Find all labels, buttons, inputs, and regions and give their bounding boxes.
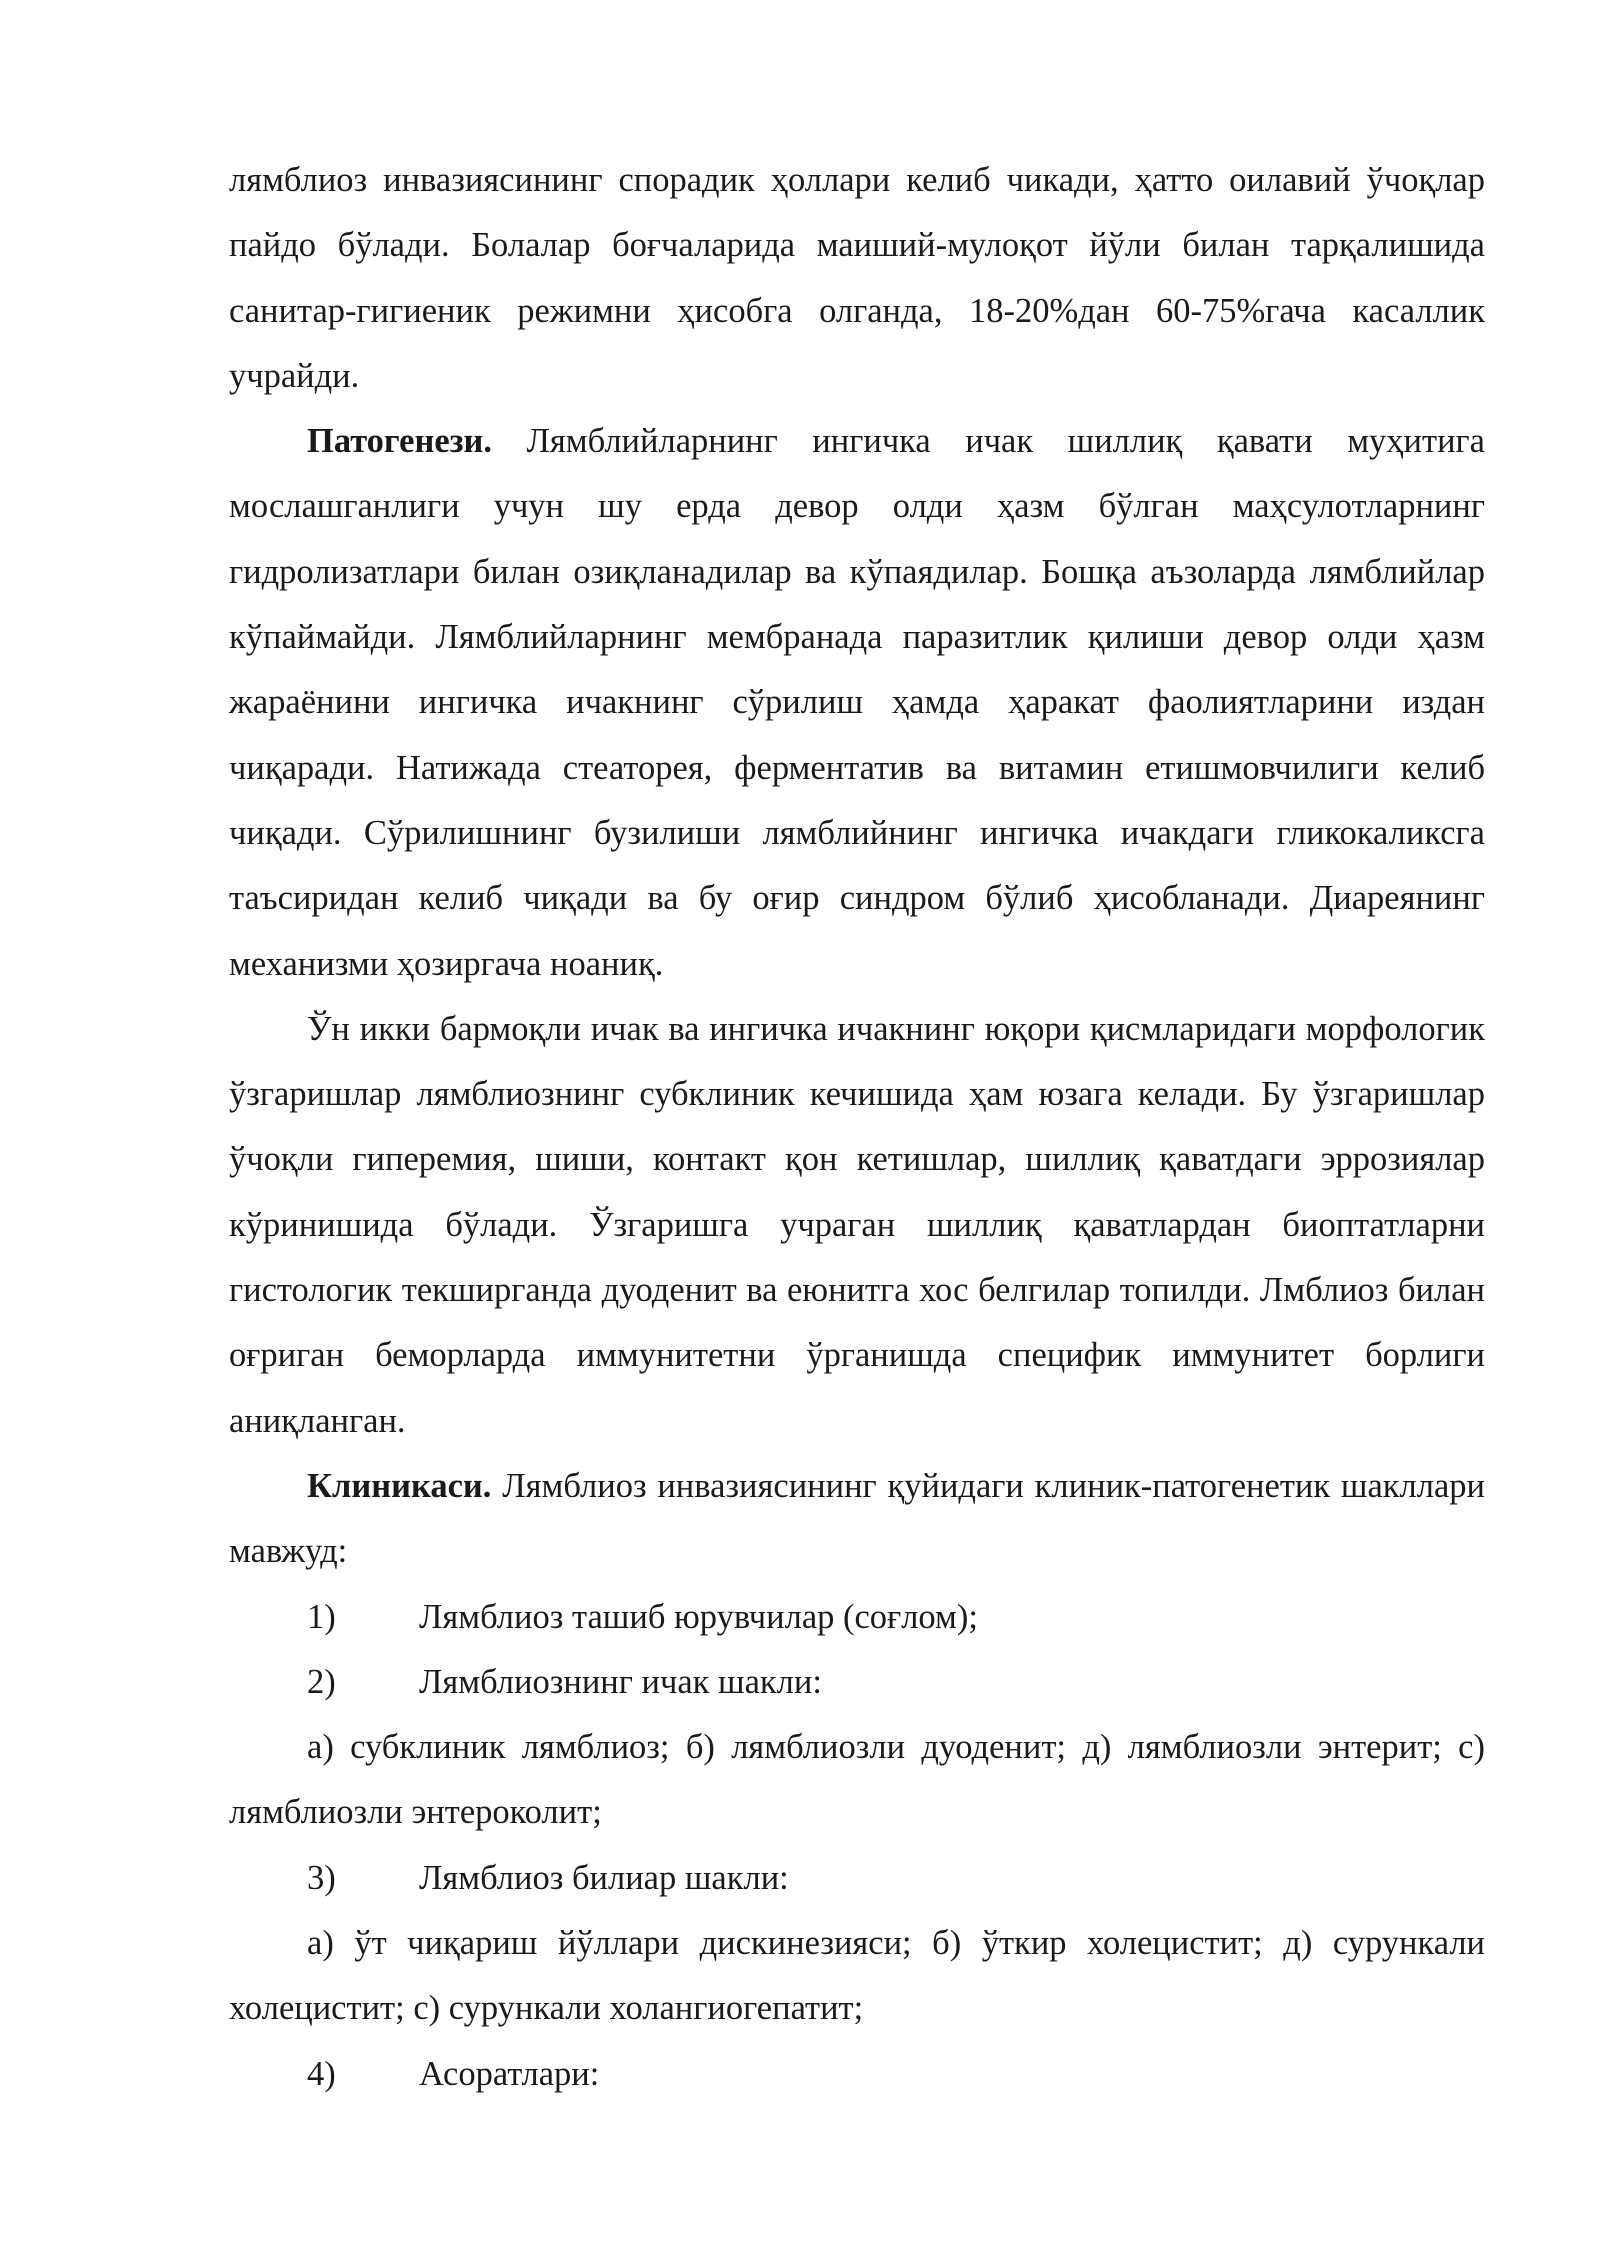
paragraph-epidemiology: лямблиоз инвазиясининг спорадик ҳоллари келиб чикади, ҳатто оилавий ўчоқлар пайдо бўлади. Болалар боғчаларида маиший-мулоқот йўли билан тарқалишида санитар-гигиеник режимни ҳисобга олганда, 18-20%дан 60-75%гача касаллик учрайди. [229,161,1485,395]
paragraph-clinical [229,1454,1485,1585]
paragraph-pathogenesis-text: Лямблийларнинг ингичка ичак шиллиқ қавати муҳитига мослашганлиги учун шу ерда девор олди ҳазм бўлган маҳсулотларнинг гидролизатлари билан озиқланадилар ва кўпаядилар. Бошқа аъзоларда лямблийлар кўпаймайди. Лямблийларнинг мембранада паразитлик қилиши девор олди ҳазм жараёнини ингичка ичакнинг сўрилиш ҳамда ҳаракат фаолиятларини издан чиқаради. Натижада стеаторея, ферментатив ва витамин етишмовчилиги келиб чиқади. Сўрилишнинг бузилиши лямблийнинг ингичка ичакдаги гликокаликсга таъсиридан келиб чиқади ва бу оғир синдром бўлиб ҳисобланади. Диареянинг механизми ҳозиргача ноаниқ. [229,422,1485,983]
paragraph-clinical-text: Лямблиоз инвазиясининг қуйидаги клиник-патогенетик шакллари мавжуд: [229,1466,1485,1571]
list-item-text: Асоратлари: [419,2054,600,2093]
list-item-number: 1) [307,1597,336,1636]
list-item-text: Лямблиоз ташиб юрувчилар (соғлом); [419,1597,978,1636]
list-item-number: 4) [307,2054,336,2093]
list-item-number: 3) [307,1858,336,1897]
paragraph-morphology: Ўн икки бармоқли ичак ва ингичка ичакнинг юқори қисмларидаги морфологик ўзгаришлар лямблиознинг субклиник кечишида ҳам юзага келади. Бу ўзгаришлар ўчоқли гиперемия, шиши, контакт қон кетишлар, шиллиқ қаватдаги эррозиялар кўринишида бўлади. Ўзгаришга учраган шиллиқ қаватлардан биоптатларни гистологик текширганда дуоденит ва еюнитга хос белгилар топилди. Лмблиоз билан оғриган беморларда иммунитетни ўрганишда специфик иммунитет борлиги аниқланган. [229,1009,1485,1440]
list-item-text: Лямблиоз билиар шакли: [419,1858,789,1897]
list-item-number: 2) [307,1662,336,1701]
paragraph-biliary-forms: а) ўт чиқариш йўллари дискинезияси; б) ўткир холецистит; д) сурункали холецистит; с) сурункали холангиогепатит; [229,1924,1485,2028]
document-page [229,148,1485,2107]
list-item [229,1585,1485,1650]
list-item [229,2042,1485,2107]
paragraph-intestinal-forms: а) субклиник лямблиоз; б) лямблиозли дуоденит; д) лямблиозли энтерит; с) лямблиозли энтероколит; [229,1728,1485,1832]
list-item-text: Лямблиознинг ичак шакли: [419,1662,822,1701]
list-item [229,1846,1485,1911]
list-item [229,1650,1485,1715]
paragraph-pathogenesis [229,409,1485,997]
section-heading-clinical: Клиникаси. [307,1466,492,1505]
section-heading-pathogenesis: Патогенези. [307,422,493,461]
